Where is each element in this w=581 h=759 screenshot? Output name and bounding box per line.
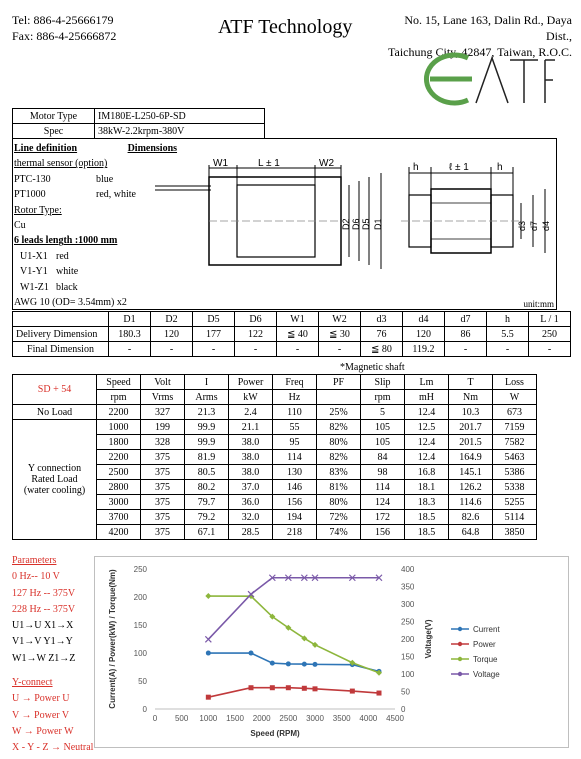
perf-unit: mH [405,390,449,405]
point-power [270,685,275,690]
dim-cell: 122 [235,327,277,342]
param-line: 127 Hz -- 375V [12,587,76,599]
dim-cell: 120 [403,327,445,342]
perf-cell: 673 [493,405,537,420]
perf-cell: 145.1 [449,465,493,480]
y2-tick-label: 250 [401,617,415,627]
perf-unit: W [493,390,537,405]
tel-text: Tel: 886-4-25666179 [12,13,114,27]
spec-value: 38kW-2.2krpm-380V [95,124,265,139]
final-dimension-row [13,342,571,357]
perf-cell: 1800 [97,435,141,450]
point-power [286,685,291,690]
perf-cell: 328 [141,435,185,450]
delivery-dimension-row [13,327,571,342]
lead-v-color: white [56,266,79,278]
x-tick-label: 1000 [199,714,218,723]
dim-header: d7 [445,312,487,327]
dim-cell: 76 [361,327,403,342]
spec-table [12,108,265,139]
rated-load-rows [13,420,537,540]
dim-cell: - [277,342,319,357]
x-tick-label: 2000 [252,714,271,723]
point-power [206,695,211,700]
point-current [206,651,211,656]
d5-label: D5 [361,218,371,230]
y-axis-title: Current(A) / Power(kW) / Torque(Nm) [108,569,117,709]
x-tick-label: 3000 [306,714,324,723]
perf-unit: rpm [361,390,405,405]
dim-cell: - [235,342,277,357]
perf-cell: 2800 [97,480,141,495]
y2-tick-label: 150 [401,652,415,662]
d6-label: D6 [351,218,361,230]
magnetic-shaft-note: *Magnetic shaft [340,362,405,373]
dim-cell: 250 [529,327,571,342]
series-line-voltage [208,578,379,640]
sd-label: SD + 54 [13,375,97,405]
perf-cell: 199 [141,420,185,435]
legend-marker-power [458,642,462,646]
y-tick-label: 0 [142,705,147,714]
dim-header: d3 [361,312,403,327]
legend-marker-voltage [458,672,462,676]
perf-cell: 114 [361,480,405,495]
dimension-header-row [13,312,571,327]
perf-cell: 18.5 [405,525,449,540]
perf-cell: 3000 [97,495,141,510]
perf-cell: 28.5 [229,525,273,540]
dimension-table [12,311,571,357]
dim-header: D2 [151,312,193,327]
perf-cell: 38.0 [229,435,273,450]
perf-cell: 5386 [493,465,537,480]
rotor-drawing [397,159,557,269]
perf-cell: 74% [317,525,361,540]
legend-label: Current [473,625,500,634]
perf-cell: 18.1 [405,480,449,495]
y2-tick-label: 200 [401,635,415,644]
param-line: 228 Hz -- 375V [12,603,76,615]
dim-header: h [487,312,529,327]
mapping-line: W1→W Z1→Z [12,652,76,664]
motor-type-label: Motor Type [13,109,95,124]
perf-cell: 5 [361,405,405,420]
perf-cell: 5338 [493,480,537,495]
parameters-panel [12,553,93,757]
perf-cell: 80% [317,435,361,450]
perf-unit [317,390,361,405]
rated-load-row [13,420,537,435]
perf-cell: 114 [273,450,317,465]
perf-cell: 3850 [493,525,537,540]
dim-cell: - [193,342,235,357]
dim-header: D5 [193,312,235,327]
rated-label-line: Rated Load [31,474,78,485]
point-current [249,651,254,656]
atf-logo [410,48,570,110]
perf-header: I [185,375,229,390]
perf-cell: 99.9 [185,420,229,435]
point-current [286,661,291,666]
perf-cell: 84 [361,450,405,465]
x-tick-label: 2500 [279,714,298,723]
perf-cell: 12.4 [405,435,449,450]
perf-cell: 72% [317,510,361,525]
perf-cell: 12.5 [405,420,449,435]
perf-cell: 375 [141,525,185,540]
d4-label: d4 [541,220,551,231]
perf-cell: 3700 [97,510,141,525]
y-connect-line: W → Power W [12,725,74,737]
rotor-value: Cu [14,220,26,232]
perf-cell: 194 [273,510,317,525]
contact-info [12,12,116,44]
perf-cell: 82% [317,420,361,435]
perf-cell: 99.9 [185,435,229,450]
point-power [313,686,318,691]
d3-label: d3 [517,220,527,231]
perf-header: T [449,375,493,390]
perf-cell: 375 [141,510,185,525]
thermal-label: thermal sensor (option) [14,158,108,170]
l-label: L ± 1 [258,158,280,169]
rated-load-label [13,420,97,540]
dim-header: L / 1 [529,312,571,327]
h-label-right: h [497,162,503,173]
dim-cell: - [529,342,571,357]
perf-cell: 12.4 [405,405,449,420]
perf-cell: 67.1 [185,525,229,540]
legend-marker-torque [458,657,462,661]
line-definition-box [12,138,557,310]
perf-cell: 130 [273,465,317,480]
perf-cell: 32.0 [229,510,273,525]
ptc-label: PTC-130 [14,173,51,185]
legend-label: Voltage [473,670,500,679]
w1-label: W1 [213,158,228,169]
perf-cell: 37.0 [229,480,273,495]
y-tick-label: 200 [133,593,147,602]
dim-cell: 119.2 [403,342,445,357]
perf-cell: 156 [273,495,317,510]
perf-cell: 83% [317,465,361,480]
y2-tick-label: 300 [401,600,415,609]
mapping-line: V1→V Y1→Y [12,636,73,648]
legend-label: Power [473,640,496,649]
line-def-title: Line definition [14,143,78,154]
lead-w: W1-Z1 [20,281,49,293]
y2-tick-label: 350 [401,582,415,592]
perf-cell: 5114 [493,510,537,525]
rated-label-line: Y connection [27,463,82,474]
y-tick-label: 250 [133,565,147,574]
y2-axis-title: Voltage(V) [424,619,433,659]
x-tick-label: 0 [152,714,158,723]
mapping-line: U1→U X1→X [12,620,74,632]
perf-cell: 36.0 [229,495,273,510]
perf-cell: 124 [361,495,405,510]
perf-cell: 375 [141,480,185,495]
perf-header: Loss [493,375,537,390]
perf-header: Speed [97,375,141,390]
perf-cell: 375 [141,465,185,480]
perf-cell: 218 [273,525,317,540]
dim-header [13,312,109,327]
pt-label: PT1000 [14,189,46,201]
y2-tick-label: 50 [401,687,410,697]
perf-cell: 172 [361,510,405,525]
perf-cell: 105 [361,420,405,435]
perf-cell: 7582 [493,435,537,450]
x-axis-title: Speed (RPM) [250,729,300,738]
perf-cell: 2500 [97,465,141,480]
lead-u-color: red [56,250,69,262]
dim-cell: - [109,342,151,357]
dim-cell: 177 [193,327,235,342]
perf-cell: 1000 [97,420,141,435]
rotor-type-label: Rotor Type: [14,204,62,216]
h-label-left: h [413,162,419,173]
y2-tick-label: 400 [401,565,415,574]
dim-header: W2 [319,312,361,327]
perf-cell: 126.2 [449,480,493,495]
perf-cell: 4200 [97,525,141,540]
point-power [377,691,382,696]
perf-header: Power [229,375,273,390]
address-line-2: Taichung City, 42847, Taiwan, R.O.C. [388,45,572,59]
w2-label: W2 [319,158,334,169]
y-tick-label: 100 [133,649,147,658]
perf-cell: 21.1 [229,420,273,435]
performance-table [12,374,537,540]
dimensions-title: Dimensions [127,143,178,154]
perf-cell: 327 [141,405,185,420]
perf-cell: 164.9 [449,450,493,465]
perf-cell: 18.3 [405,495,449,510]
perf-cell: 110 [273,405,317,420]
perf-cell: 201.5 [449,435,493,450]
y-connect-title: Y-connect [12,677,53,689]
perf-cell: 18.5 [405,510,449,525]
perf-cell: 80% [317,495,361,510]
leads-label: 6 leads length :1000 mm [14,235,118,247]
perf-header: Volt [141,375,185,390]
performance-chart [94,556,569,748]
x-tick-label: 3500 [332,714,351,723]
perf-cell: 2200 [97,405,141,420]
dim-cell: ≦ 30 [319,327,361,342]
perf-header: Slip [361,375,405,390]
point-voltage [205,636,211,642]
perf-cell: 7159 [493,420,537,435]
dim-cell: 5.5 [487,327,529,342]
stator-drawing [153,155,393,275]
lead-w-color: black [56,281,78,293]
perf-cell: 82.6 [449,510,493,525]
y-tick-label: 50 [138,677,147,686]
point-power [302,686,307,691]
y-connect-line: X - Y - Z → Neutral [12,742,94,754]
perf-cell: 38.0 [229,465,273,480]
perf-unit: Hz [273,390,317,405]
rated-label-line: (water cooling) [23,485,86,496]
dim-cell: Delivery Dimension [13,327,109,342]
perf-cell: 156 [361,525,405,540]
perf-header: Lm [405,375,449,390]
chart-svg [95,557,570,749]
dim-cell: - [445,342,487,357]
point-power [350,689,355,694]
perf-unit: Vrms [141,390,185,405]
lead-v: V1-Y1 [20,266,48,278]
dim-cell: ≦ 40 [277,327,319,342]
no-load-row [13,405,537,420]
perf-cell: 38.0 [229,450,273,465]
perf-cell: 64.8 [449,525,493,540]
lead-u: U1-X1 [20,250,48,262]
address-line-1: No. 15, Lane 163, Dalin Rd., Daya Dist., [404,13,572,43]
param-line: 0 Hz-- 10 V [12,571,60,583]
pt-color: red, white [96,189,136,201]
perf-unit: Nm [449,390,493,405]
perf-unit: rpm [97,390,141,405]
company-name: ATF Technology [218,16,353,38]
dim-cell: Final Dimension [13,342,109,357]
perf-cell: 80.5 [185,465,229,480]
x-tick-label: 500 [174,714,189,723]
parameters-title: Parameters [12,555,57,566]
d2-label: D2 [341,218,351,230]
point-current [302,662,307,667]
d1-label: D1 [373,218,383,230]
fax-text: Fax: 886-4-25666872 [12,29,117,43]
perf-cell: 55 [273,420,317,435]
legend-marker-current [458,627,462,631]
perf-cell: 201.7 [449,420,493,435]
perf-cell: 12.4 [405,450,449,465]
perf-cell: 105 [361,435,405,450]
dim-cell: 120 [151,327,193,342]
perf-cell: 25% [317,405,361,420]
perf-cell: 16.8 [405,465,449,480]
perf-cell: 5463 [493,450,537,465]
perf-cell: 114.6 [449,495,493,510]
perf-cell: 21.3 [185,405,229,420]
perf-cell: 375 [141,495,185,510]
dim-header: d4 [403,312,445,327]
perf-cell: 375 [141,450,185,465]
dim-cell: ≦ 80 [361,342,403,357]
perf-cell: 98 [361,465,405,480]
perf-cell: 79.2 [185,510,229,525]
perf-header: PF [317,375,361,390]
perf-cell: 95 [273,435,317,450]
dim-header: D1 [109,312,151,327]
perf-cell: 79.7 [185,495,229,510]
perf-cell: 10.3 [449,405,493,420]
y-tick-label: 150 [133,621,147,630]
perf-cell: 5255 [493,495,537,510]
point-power [249,685,254,690]
y2-tick-label: 0 [401,705,406,714]
perf-cell: 2200 [97,450,141,465]
y-connect-line: U → Power U [12,693,70,705]
ptc-color: blue [96,173,114,185]
y2-tick-label: 100 [401,670,415,679]
legend-label: Torque [473,655,498,664]
dim-cell: - [319,342,361,357]
point-torque [205,593,211,599]
point-current [270,661,275,666]
perf-header: Freq [273,375,317,390]
dim-cell: 86 [445,327,487,342]
dim-header: D6 [235,312,277,327]
perf-cell: 81% [317,480,361,495]
perf-cell: 2.4 [229,405,273,420]
dim-cell: - [151,342,193,357]
perf-cell: 146 [273,480,317,495]
l-small-label: ℓ ± 1 [449,162,469,173]
perf-cell: 82% [317,450,361,465]
x-tick-label: 1500 [226,714,244,723]
perf-unit: kW [229,390,273,405]
spec-label: Spec [13,124,95,139]
y-connect-line: V → Power V [12,709,70,721]
awg-label: AWG 10 (OD= 3.54mm) x2 [14,297,127,309]
perf-unit: Arms [185,390,229,405]
dim-header: W1 [277,312,319,327]
perf-cell: 80.2 [185,480,229,495]
dim-cell: 180.3 [109,327,151,342]
unit-label: unit:mm [523,299,554,309]
no-load-label: No Load [13,405,97,420]
perf-cell: 81.9 [185,450,229,465]
dim-cell: - [487,342,529,357]
motor-type-value: IM180E-L250-6P-SD [95,109,265,124]
x-tick-label: 4500 [386,714,404,723]
point-current [313,662,318,667]
d7-label: d7 [529,220,539,231]
x-tick-label: 4000 [359,714,378,723]
